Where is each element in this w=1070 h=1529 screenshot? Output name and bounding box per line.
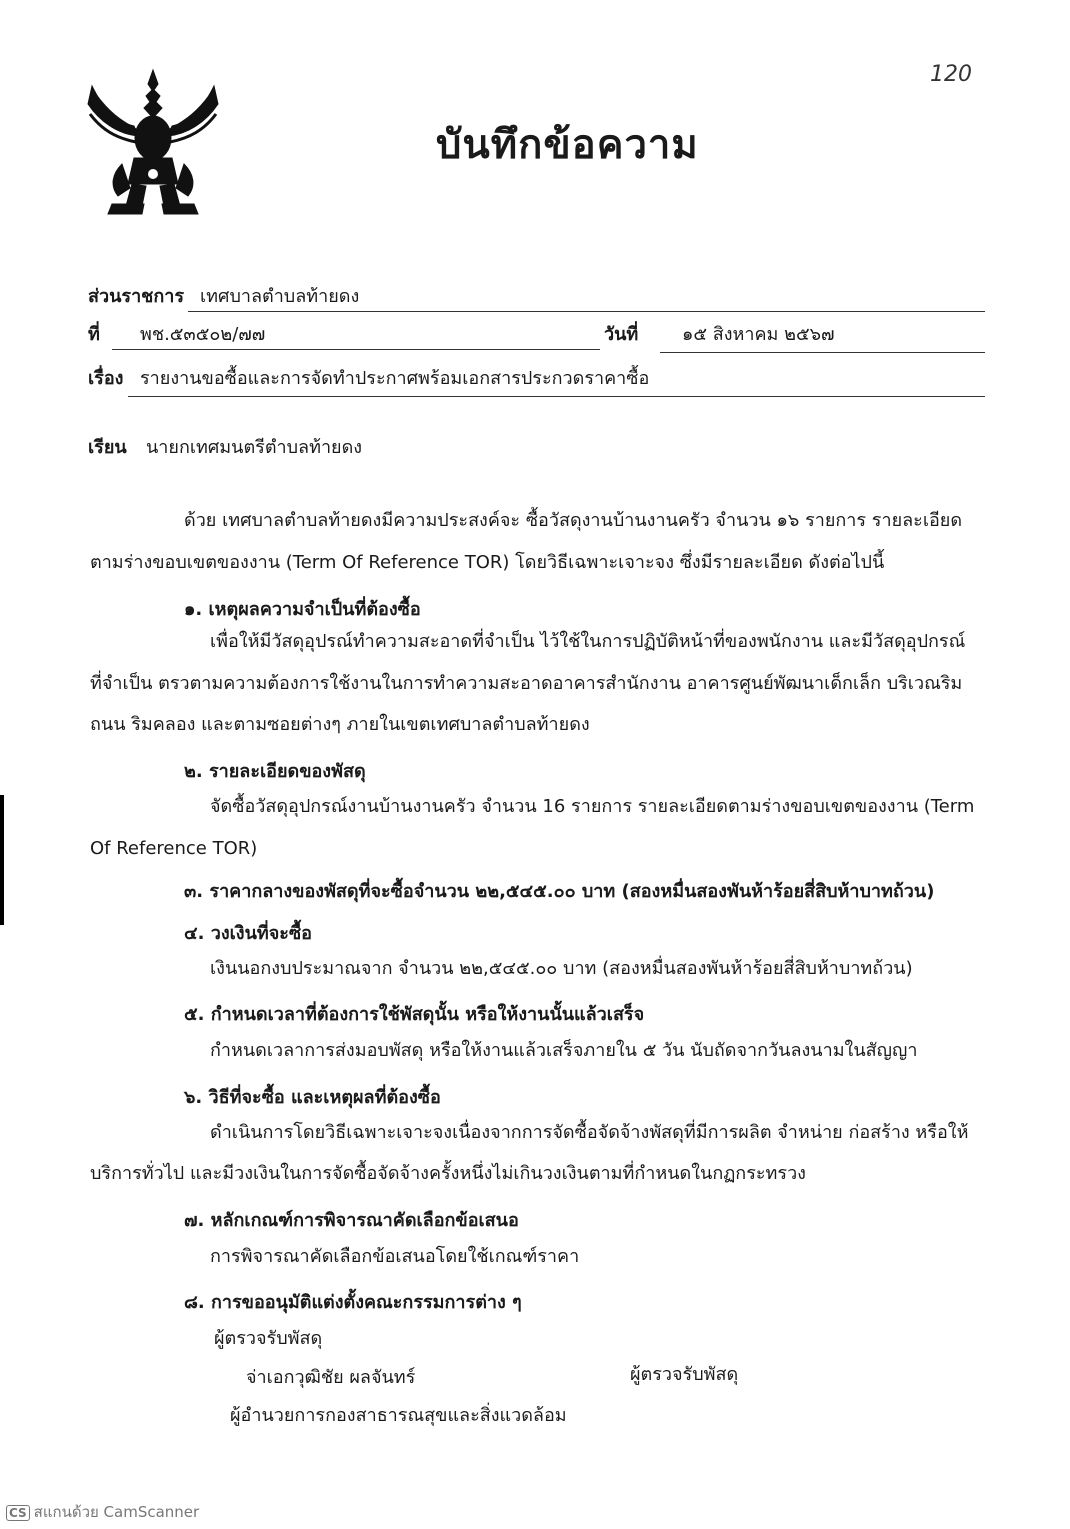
section-1-line-3: ถนน ริมคลอง และตามซอยต่างๆ ภายในเขตเทศบาลตำบลท้ายดง bbox=[90, 714, 590, 735]
committee-role-heading: ผู้ตรวจรับพัสดุ bbox=[214, 1328, 323, 1349]
section-1-line-1: เพื่อให้มีวัสดุอุปรณ์ทำความสะอาดที่จำเป็น ไว้ใช้ในการปฏิบัติหน้าที่ของพนักงาน และมีวัสดุอุปกรณ์ bbox=[210, 631, 966, 652]
ref-number-label: ที่ bbox=[88, 324, 100, 345]
ref-number-value: พช.๕๓๕๐๒/๗๗ bbox=[140, 324, 266, 345]
section-2-line-1: จัดซื้อวัสดุอุปกรณ์งานบ้านงานครัว จำนวน 16 รายการ รายละเอียดตามร่างขอบเขตของงาน (Term bbox=[210, 796, 975, 817]
garuda-emblem-icon bbox=[82, 66, 224, 218]
section-7-line-1: การพิจารณาคัดเลือกข้อเสนอโดยใช้เกณฑ์ราคา bbox=[210, 1246, 580, 1267]
committee-member-position: ผู้อำนวยการกองสาธารณสุขและสิ่งแวดล้อม bbox=[230, 1405, 567, 1426]
section-6-line-2: บริการทั่วไป และมีวงเงินในการจัดซื้อจัดจ้างครั้งหนึ่งไม่เกินวงเงินตามที่กำหนดในกฏกระทรวง bbox=[90, 1163, 806, 1184]
department-label: ส่วนราชการ bbox=[88, 286, 185, 307]
department-value: เทศบาลตำบลท้ายดง bbox=[200, 286, 360, 307]
section-8-heading: ๘. การขออนุมัติแต่งตั้งคณะกรรมการต่าง ๆ bbox=[184, 1292, 522, 1313]
intro-line-2: ตามร่างขอบเขตของงาน (Term Of Reference TOR) โดยวิธีเฉพาะเจาะจง ซึ่งมีรายละเอียด ดังต่อไปนี้ bbox=[90, 552, 885, 573]
date-underline bbox=[660, 352, 985, 353]
section-6-line-1: ดำเนินการโดยวิธีเฉพาะเจาะจงเนื่องจากการจัดซื้อจัดจ้างพัสดุที่มีการผลิต จำหน่าย ก่อสร้าง หรือให้ bbox=[210, 1122, 969, 1143]
section-2-heading: ๒. รายละเอียดของพัสดุ bbox=[184, 761, 366, 782]
subject-underline bbox=[128, 396, 985, 397]
section-3-heading: ๓. ราคากลางของพัสดุที่จะซื้อจำนวน ๒๒,๕๔๕.๐๐ บาท (สองหมื่นสองพันห้าร้อยสี่สิบห้าบาทถ้วน) bbox=[184, 881, 935, 902]
scan-edge-shadow bbox=[0, 795, 4, 925]
intro-line-1: ด้วย เทศบาลตำบลท้ายดงมีความประสงค์จะ ซื้อวัสดุงานบ้านงานครัว จำนวน ๑๖ รายการ รายละเอียด bbox=[184, 510, 963, 531]
section-7-heading: ๗. หลักเกณฑ์การพิจารณาคัดเลือกข้อเสนอ bbox=[184, 1210, 519, 1231]
date-value: ๑๕ สิงหาคม ๒๕๖๗ bbox=[682, 324, 835, 345]
date-label: วันที่ bbox=[604, 324, 639, 345]
section-4-line-1: เงินนอกงบประมาณจาก จำนวน ๒๒,๕๔๕.๐๐ บาท (สองหมื่นสองพันห้าร้อยสี่สิบห้าบาทถ้วน) bbox=[210, 958, 913, 979]
ref-number-underline bbox=[112, 349, 600, 350]
section-5-line-1: กำหนดเวลาการส่งมอบพัสดุ หรือให้งานแล้วเสร็จภายใน ๕ วัน นับถัดจากวันลงนามในสัญญา bbox=[210, 1040, 918, 1061]
section-5-heading: ๕. กำหนดเวลาที่ต้องการใช้พัสดุนั้น หรือให้งานนั้นแล้วเสร็จ bbox=[184, 1004, 645, 1025]
committee-member-role: ผู้ตรวจรับพัสดุ bbox=[630, 1364, 739, 1385]
camscanner-logo-icon: CS bbox=[6, 1505, 30, 1521]
subject-label: เรื่อง bbox=[88, 368, 124, 389]
scanner-watermark-text: สแกนด้วย CamScanner bbox=[33, 1503, 200, 1521]
department-underline bbox=[188, 311, 985, 312]
addressee-value: นายกเทศมนตรีตำบลท้ายดง bbox=[146, 437, 363, 458]
committee-member-name: จ่าเอกวุฒิชัย ผลจันทร์ bbox=[246, 1367, 416, 1388]
section-1-heading: ๑. เหตุผลความจำเป็นที่ต้องซื้อ bbox=[184, 599, 421, 620]
section-1-line-2: ที่จำเป็น ตรวตามความต้องการใช้งานในการทำความสะอาดอาคารสำนักงาน อาคารศูนย์พัฒนาเด็กเล็ก บริเวณริม bbox=[90, 673, 963, 694]
section-4-heading: ๔. วงเงินที่จะซื้อ bbox=[184, 923, 312, 944]
scanner-watermark bbox=[6, 1500, 199, 1524]
page-number: 120 bbox=[930, 62, 972, 87]
subject-value: รายงานขอซื้อและการจัดทำประกาศพร้อมเอกสารประกวดราคาซื้อ bbox=[140, 368, 650, 389]
page-title: บันทึกข้อความ bbox=[436, 122, 699, 168]
section-6-heading: ๖. วิธีที่จะซื้อ และเหตุผลที่ต้องซื้อ bbox=[184, 1087, 441, 1108]
section-2-line-2: Of Reference TOR) bbox=[90, 838, 258, 859]
addressee-label: เรียน bbox=[88, 437, 127, 458]
